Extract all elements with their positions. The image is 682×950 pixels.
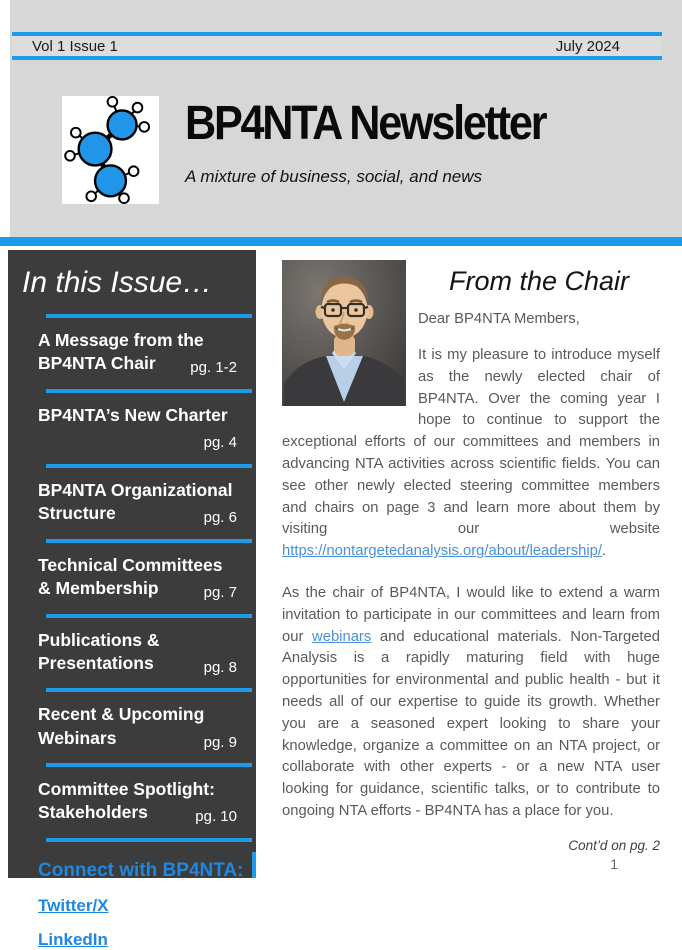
issue-date: July 2024	[555, 37, 620, 55]
masthead	[10, 0, 682, 237]
toc-item[interactable]	[16, 702, 248, 753]
article-greeting: Dear BP4NTA Members,	[418, 311, 580, 327]
toc-item-page: pg. 9	[203, 733, 237, 751]
toc-item[interactable]	[16, 328, 248, 379]
divider-band	[0, 237, 682, 246]
toc-item-page: pg. 10	[195, 808, 237, 826]
toc-separator	[46, 389, 252, 393]
connect-heading: Connect with BP4NTA:	[38, 860, 244, 882]
article-title: From the Chair	[448, 266, 630, 296]
issue-bar	[12, 32, 662, 60]
molecule-logo	[62, 96, 159, 204]
toc-item[interactable]	[16, 553, 248, 604]
article	[282, 252, 660, 882]
toc-item-page: pg. 6	[203, 508, 237, 526]
page-number: 1	[610, 856, 618, 872]
toc-separator	[46, 614, 252, 618]
toc-sidebar	[8, 250, 256, 950]
toc-item-title: Technical Committees & Membership	[38, 554, 223, 598]
article-body	[282, 252, 660, 838]
article-paragraph: It is my pleasure to introduce myself as the newly elected chair of BP4NTA. Over the coming year I hope to continue to support the exceptional efforts of our committees and members in advancing NTA activities across scientific fields. You can see other newly elected steering committee members and chairs on page 3 and learn more about them by visiting our website https://nontargetedanalysis.org/about/leadership/.	[282, 347, 660, 560]
toc-item[interactable]	[16, 628, 248, 679]
article-link[interactable]: https://nontargetedanalysis.org/about/leadership/	[282, 543, 602, 560]
toc-item-title: BP4NTA’s New Charter	[38, 404, 228, 425]
newsletter-title: BP4NTA Newsletter	[185, 97, 546, 150]
toc-item-title: Publications & Presentations	[38, 629, 160, 673]
article-link[interactable]: webinars	[312, 628, 372, 645]
continued-note: Cont’d on pg. 2	[568, 838, 660, 853]
toc-separator	[46, 539, 252, 543]
toc-separator	[46, 464, 252, 468]
toc-item-title: A Message from the BP4NTA Chair	[38, 330, 204, 374]
chair-photo	[282, 260, 406, 406]
linkedin-link[interactable]: LinkedIn	[38, 930, 108, 950]
toc-item-page: pg. 8	[203, 658, 237, 676]
toc-item-title: BP4NTA Organizational Structure	[38, 479, 233, 523]
sidebar-accent-strip	[252, 852, 256, 878]
volume-issue: Vol 1 Issue 1	[32, 37, 118, 55]
toc-item-page: pg. 7	[203, 583, 237, 601]
toc-separator	[46, 314, 252, 318]
toc-item-title: Recent & Upcoming Webinars	[38, 704, 205, 748]
toc-separator	[46, 688, 252, 692]
toc-separator	[46, 763, 252, 767]
toc-item[interactable]	[16, 777, 248, 828]
toc-item[interactable]	[16, 403, 248, 454]
article-paragraph: As the chair of BP4NTA, I would like to extend a warm invitation to participate in our committees and learn from our webinars and educational materials. Non-Targeted Analysis is a rapidly maturing field with huge opportunities for environmental and public health - but it needs all of our expertise to guide its growth. Whether you are a seasoned expert looking to share your knowledge, organize a committee on an NTA project, or collaborate with other experts - or a new NTA user looking for guidance, scientific talks, or to contribute to ongoing NTA efforts - BP4NTA has a place for you.	[282, 584, 660, 819]
newsletter-subtitle: A mixture of business, social, and news	[185, 166, 483, 186]
toc-item-page: pg. 4	[203, 433, 237, 451]
toc-separator	[46, 838, 252, 842]
toc-heading: In this Issue…	[22, 266, 213, 299]
toc-item-title: Committee Spotlight: Stakeholders	[38, 779, 215, 823]
toc-list	[16, 314, 248, 842]
toc-item[interactable]	[16, 478, 248, 529]
article-paragraphs	[282, 345, 660, 838]
twitter-link[interactable]: Twitter/X	[38, 896, 109, 916]
toc-item-page: pg. 1-2	[190, 359, 237, 377]
article-footer	[282, 838, 660, 872]
